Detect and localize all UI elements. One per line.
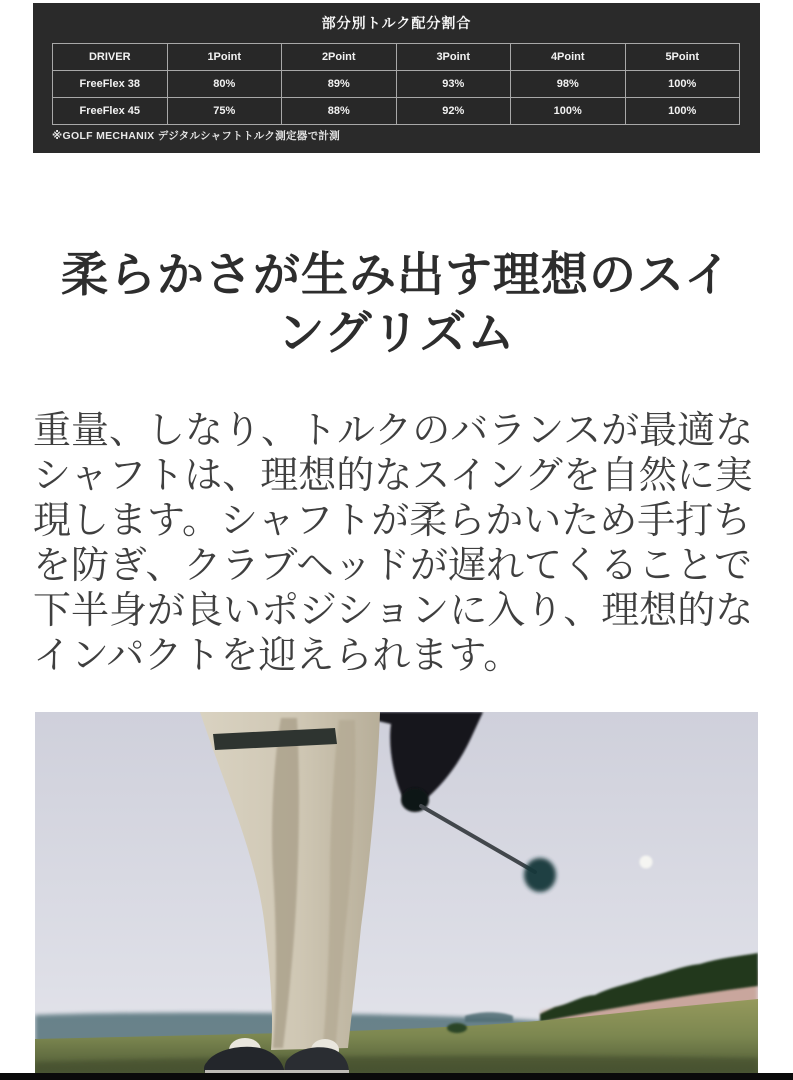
table-header-row — [53, 44, 740, 71]
table-cell: 89% — [282, 71, 397, 98]
photo-bush — [447, 1023, 467, 1033]
table-cell: 88% — [282, 98, 397, 125]
table-cell: 80% — [167, 71, 282, 98]
torque-distribution-panel — [33, 3, 760, 153]
table-cell: 100% — [625, 98, 740, 125]
golf-swing-photo — [35, 712, 758, 1073]
page-title — [0, 246, 793, 362]
page-title-line1: 柔らかさが生み出す理想のスイ — [60, 248, 733, 301]
table-cell: 75% — [167, 98, 282, 125]
golf-ball — [640, 856, 653, 869]
table-cell: 93% — [396, 71, 511, 98]
table-header-4point: 4Point — [511, 44, 626, 71]
body-paragraph: 重量、しなり、トルクのバランスが最適なシャフトは、理想的なスイングを自然に実現します。シャフトが柔らかいため手打ちを防ぎ、クラブヘッドが遅れてくることで下半身が良いポジションに入り、理想的なインパクトを迎えられます。 — [33, 410, 754, 677]
page-title-line2: ングリズム — [277, 306, 516, 359]
panel-footnote: ※GOLF MECHANIX デジタルシャフトトルク測定器で計測 — [52, 130, 340, 142]
table-cell: 100% — [511, 98, 626, 125]
table-header-1point: 1Point — [167, 44, 282, 71]
table-row — [53, 71, 740, 98]
golf-club-head — [524, 858, 556, 892]
torque-table — [52, 43, 740, 125]
panel-title: 部分別トルク配分割合 — [321, 15, 472, 31]
table-row — [53, 98, 740, 125]
table-header-2point: 2Point — [282, 44, 397, 71]
table-cell: 98% — [511, 71, 626, 98]
golf-swing-photo-canvas — [35, 712, 758, 1073]
table-header-driver: DRIVER — [53, 44, 168, 71]
table-cell: 100% — [625, 71, 740, 98]
table-header-3point: 3Point — [396, 44, 511, 71]
section-divider — [0, 1073, 793, 1080]
table-header-5point: 5Point — [625, 44, 740, 71]
row-label: FreeFlex 45 — [53, 98, 168, 125]
row-label: FreeFlex 38 — [53, 71, 168, 98]
table-cell: 92% — [396, 98, 511, 125]
